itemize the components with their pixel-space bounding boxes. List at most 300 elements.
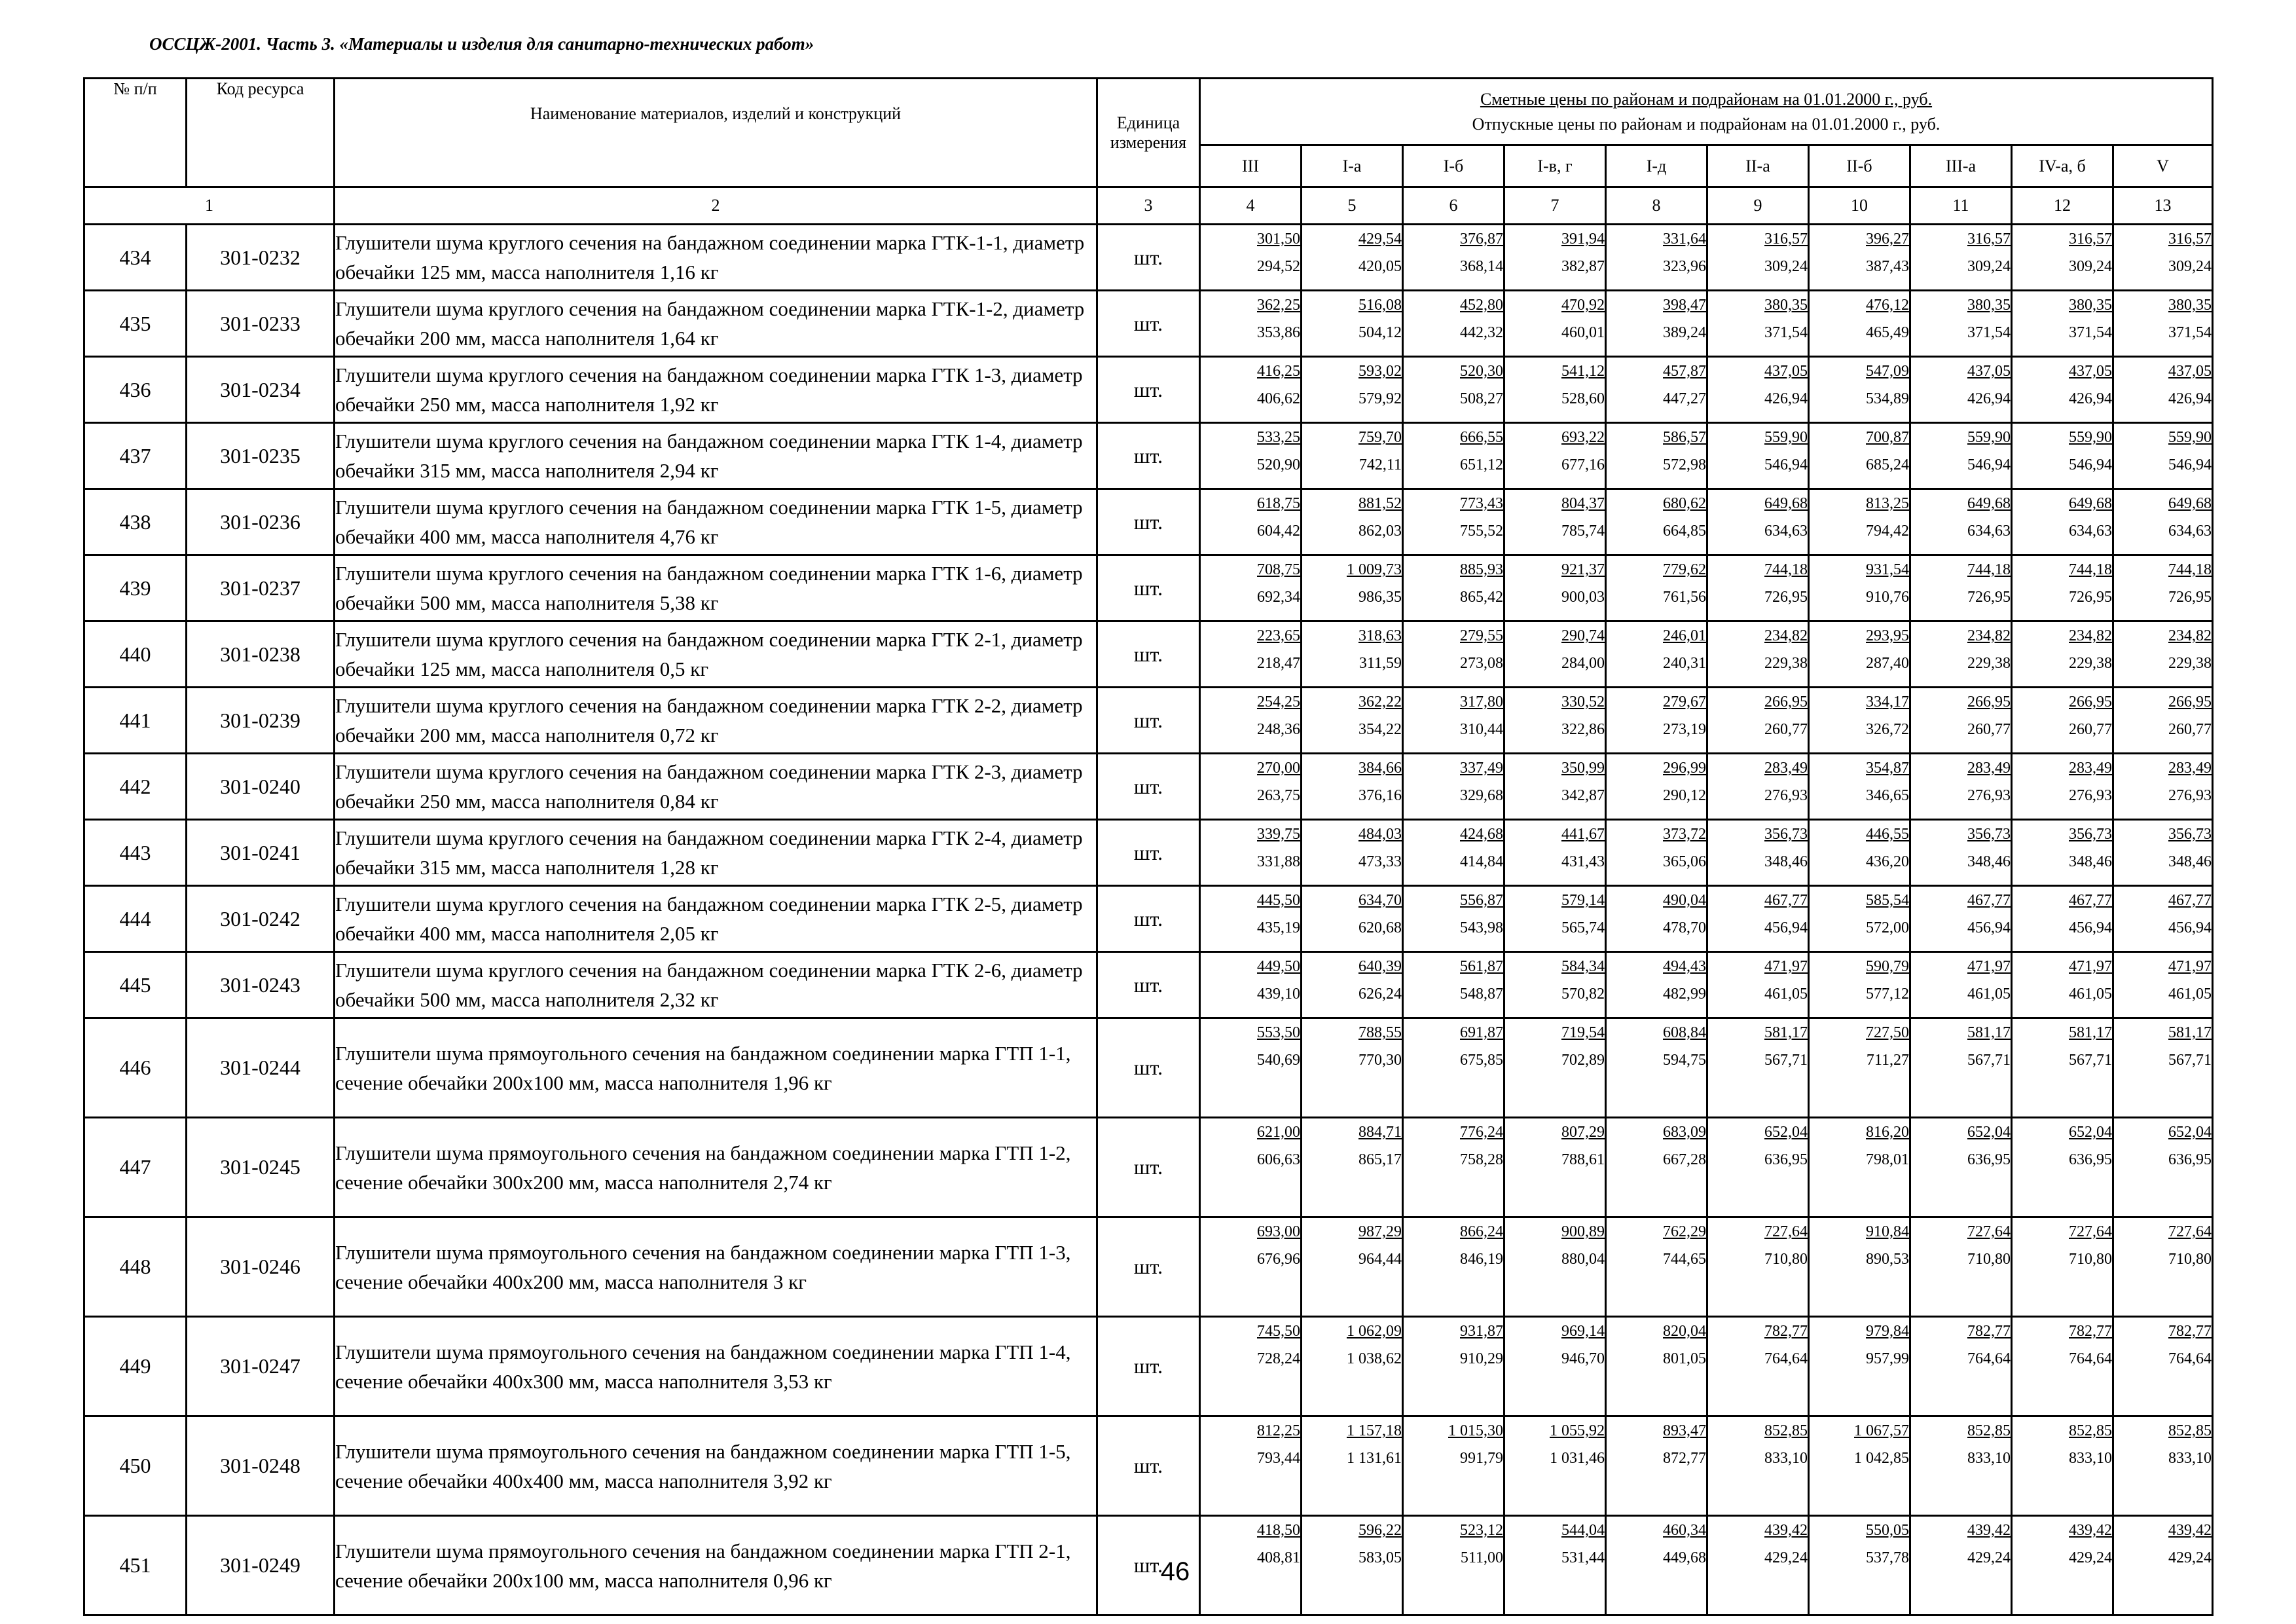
release-price: 508,27 (1460, 390, 1503, 407)
column-number: 7 (1504, 187, 1606, 225)
region-header: I-д (1606, 145, 1707, 187)
release-price: 685,24 (1866, 456, 1909, 473)
estimated-price: 1 067,57 (1854, 1422, 1909, 1439)
price-cell (1809, 225, 1910, 291)
release-price: 284,00 (1561, 655, 1605, 672)
estimated-price: 931,87 (1460, 1323, 1503, 1340)
prices-caption-estimated: Сметные цены по районам и подрайонам на 01.01.2000 г., руб. (1480, 89, 1933, 109)
release-price: 964,44 (1358, 1251, 1402, 1268)
release-price: 711,27 (1866, 1052, 1909, 1069)
estimated-price: 523,12 (1460, 1522, 1503, 1539)
release-price: 761,56 (1663, 589, 1706, 606)
unit-of-measure: шт. (1097, 225, 1200, 291)
release-price: 788,61 (1561, 1151, 1605, 1168)
price-cell (1707, 1018, 1809, 1118)
estimated-price: 334,17 (1866, 693, 1909, 710)
price-cell (1809, 357, 1910, 423)
release-price: 460,01 (1561, 324, 1605, 341)
estimated-price: 788,55 (1358, 1024, 1402, 1041)
price-cell (1707, 291, 1809, 357)
unit-of-measure: шт. (1097, 1018, 1200, 1118)
estimated-price: 362,22 (1358, 693, 1402, 710)
release-price: 675,85 (1460, 1052, 1503, 1069)
price-cell (1403, 820, 1504, 886)
release-price: 764,64 (2168, 1350, 2212, 1367)
release-price: 626,24 (1358, 986, 1402, 1003)
estimated-price: 921,37 (1561, 561, 1605, 578)
release-price: 260,77 (2069, 721, 2112, 738)
item-name: Глушители шума круглого сечения на бандажном соединении марка ГТК-1-1, диаметр обечайки 125 мм, масса наполнителя 1,16 кг (335, 225, 1097, 291)
release-price: 651,12 (1460, 456, 1503, 473)
estimated-price: 234,82 (2069, 627, 2112, 644)
estimated-price: 283,49 (2069, 760, 2112, 777)
price-cell (1606, 1217, 1707, 1317)
resource-code: 301-0241 (187, 820, 335, 886)
estimated-price: 581,17 (1764, 1024, 1808, 1041)
price-cell (2113, 621, 2213, 688)
item-name: Глушители шума круглого сечения на бандажном соединении марка ГТК 1-3, диаметр обечайки 250 мм, масса наполнителя 1,92 кг (335, 357, 1097, 423)
item-name: Глушители шума круглого сечения на бандажном соединении марка ГТК 2-2, диаметр обечайки 200 мм, масса наполнителя 0,72 кг (335, 688, 1097, 754)
estimated-price: 283,49 (1764, 760, 1808, 777)
price-cell (1606, 1018, 1707, 1118)
release-price: 677,16 (1561, 456, 1605, 473)
unit-of-measure: шт. (1097, 423, 1200, 489)
price-cell (1910, 225, 2012, 291)
estimated-price: 727,64 (2168, 1223, 2212, 1240)
price-cell (1910, 952, 2012, 1018)
estimated-price: 441,67 (1561, 826, 1605, 843)
price-cell (1302, 886, 1403, 952)
price-cell (1809, 1416, 1910, 1516)
price-cell (1910, 1317, 2012, 1416)
estimated-price: 881,52 (1358, 495, 1402, 512)
price-cell (2113, 754, 2213, 820)
estimated-price: 553,50 (1257, 1024, 1300, 1041)
price-cell (1606, 688, 1707, 754)
price-cell (2113, 1317, 2213, 1416)
release-price: 342,87 (1561, 787, 1605, 804)
estimated-price: 652,04 (1967, 1124, 2011, 1141)
price-cell (1403, 423, 1504, 489)
price-cell (1606, 1516, 1707, 1615)
unit-of-measure: шт. (1097, 1516, 1200, 1615)
estimated-price: 467,77 (1967, 892, 2011, 909)
release-price: 798,01 (1866, 1151, 1909, 1168)
release-price: 692,34 (1257, 589, 1300, 606)
price-cell (1910, 1217, 2012, 1317)
price-cell (1606, 820, 1707, 886)
price-cell (1606, 952, 1707, 1018)
column-number: 12 (2012, 187, 2113, 225)
estimated-price: 852,85 (2168, 1422, 2212, 1439)
release-price: 579,92 (1358, 390, 1402, 407)
resource-code: 301-0245 (187, 1118, 335, 1217)
release-price: 309,24 (2069, 258, 2112, 275)
price-cell (1302, 754, 1403, 820)
release-price: 758,28 (1460, 1151, 1503, 1168)
release-price: 426,94 (1764, 390, 1808, 407)
price-cell (1200, 1516, 1302, 1615)
estimated-price: 356,73 (2168, 826, 2212, 843)
item-name: Глушители шума круглого сечения на бандажном соединении марка ГТК 2-4, диаметр обечайки 315 мм, масса наполнителя 1,28 кг (335, 820, 1097, 886)
price-cell (1504, 688, 1606, 754)
region-header: V (2113, 145, 2213, 187)
estimated-price: 885,93 (1460, 561, 1503, 578)
release-price: 636,95 (1764, 1151, 1808, 1168)
price-cell (1403, 1416, 1504, 1516)
resource-code: 301-0246 (187, 1217, 335, 1317)
estimated-price: 727,50 (1866, 1024, 1909, 1041)
price-cell (1302, 820, 1403, 886)
release-price: 548,87 (1460, 986, 1503, 1003)
estimated-price: 467,77 (1764, 892, 1808, 909)
estimated-price: 376,87 (1460, 231, 1503, 248)
release-price: 290,12 (1663, 787, 1706, 804)
price-cell (2012, 688, 2113, 754)
price-cell (1403, 1217, 1504, 1317)
resource-code: 301-0233 (187, 291, 335, 357)
estimated-price: 779,62 (1663, 561, 1706, 578)
price-cell (1606, 225, 1707, 291)
release-price: 311,59 (1358, 655, 1402, 672)
table-row (84, 555, 2213, 621)
price-cell (1606, 357, 1707, 423)
release-price: 726,95 (2168, 589, 2212, 606)
estimated-price: 581,17 (2168, 1024, 2212, 1041)
estimated-price: 547,09 (1866, 363, 1909, 380)
estimated-price: 910,84 (1866, 1223, 1909, 1240)
item-name: Глушители шума прямоугольного сечения на бандажном соединении марка ГТП 1-1, сечение обечайки 200х100 мм, масса наполнителя 1,96 кг (335, 1018, 1097, 1118)
estimated-price: 296,99 (1663, 760, 1706, 777)
price-cell (2012, 225, 2113, 291)
price-cell (2012, 423, 2113, 489)
price-cell (1302, 291, 1403, 357)
estimated-price: 279,67 (1663, 693, 1706, 710)
estimated-price: 424,68 (1460, 826, 1503, 843)
price-cell (1200, 1217, 1302, 1317)
estimated-price: 316,57 (2168, 231, 2212, 248)
region-header: III-а (1910, 145, 2012, 187)
estimated-price: 586,57 (1663, 429, 1706, 446)
estimated-price: 223,65 (1257, 627, 1300, 644)
price-cell (1302, 357, 1403, 423)
release-price: 287,40 (1866, 655, 1909, 672)
release-price: 606,63 (1257, 1151, 1300, 1168)
resource-code: 301-0240 (187, 754, 335, 820)
release-price: 354,22 (1358, 721, 1402, 738)
estimated-price: 618,75 (1257, 495, 1300, 512)
price-cell (1200, 1118, 1302, 1217)
release-price: 229,38 (2168, 655, 2212, 672)
resource-code: 301-0242 (187, 886, 335, 952)
estimated-price: 439,42 (1967, 1522, 2011, 1539)
estimated-price: 380,35 (2168, 297, 2212, 314)
price-cell (2012, 555, 2113, 621)
item-name: Глушители шума круглого сечения на бандажном соединении марка ГТК 2-3, диаметр обечайки 250 мм, масса наполнителя 0,84 кг (335, 754, 1097, 820)
price-cell (1504, 1416, 1606, 1516)
unit-of-measure: шт. (1097, 1317, 1200, 1416)
price-cell (1809, 1217, 1910, 1317)
release-price: 634,63 (1764, 523, 1808, 540)
estimated-price: 813,25 (1866, 495, 1909, 512)
estimated-price: 316,57 (1764, 231, 1808, 248)
estimated-price: 759,70 (1358, 429, 1402, 446)
release-price: 456,94 (2168, 919, 2212, 936)
release-price: 473,33 (1358, 853, 1402, 870)
price-cell (2012, 820, 2113, 886)
row-number: 442 (84, 754, 187, 820)
estimated-price: 437,05 (1967, 363, 2011, 380)
estimated-price: 812,25 (1257, 1422, 1300, 1439)
estimated-price: 471,97 (2069, 958, 2112, 975)
release-price: 348,46 (2069, 853, 2112, 870)
price-cell (1809, 1317, 1910, 1416)
price-cell (1403, 225, 1504, 291)
resource-code: 301-0237 (187, 555, 335, 621)
release-price: 567,71 (1764, 1052, 1808, 1069)
estimated-price: 283,49 (1967, 760, 2011, 777)
estimated-price: 559,90 (1967, 429, 2011, 446)
estimated-price: 266,95 (1967, 693, 2011, 710)
estimated-price: 866,24 (1460, 1223, 1503, 1240)
price-cell (1606, 621, 1707, 688)
row-number: 437 (84, 423, 187, 489)
estimated-price: 270,00 (1257, 760, 1300, 777)
estimated-price: 533,25 (1257, 429, 1300, 446)
release-price: 371,54 (2069, 324, 2112, 341)
release-price: 991,79 (1460, 1450, 1503, 1467)
release-price: 577,12 (1866, 986, 1909, 1003)
item-name: Глушители шума прямоугольного сечения на бандажном соединении марка ГТП 1-5, сечение обечайки 400х400 мм, масса наполнителя 3,92 кг (335, 1416, 1097, 1516)
release-price: 408,81 (1257, 1549, 1300, 1566)
price-cell (1200, 754, 1302, 820)
estimated-price: 446,55 (1866, 826, 1909, 843)
estimated-price: 634,70 (1358, 892, 1402, 909)
price-cell (1809, 423, 1910, 489)
release-price: 260,77 (2168, 721, 2212, 738)
release-price: 439,10 (1257, 986, 1300, 1003)
release-price: 946,70 (1561, 1350, 1605, 1367)
estimated-price: 471,97 (2168, 958, 2212, 975)
estimated-price: 727,64 (1967, 1223, 2011, 1240)
release-price: 260,77 (1764, 721, 1808, 738)
price-cell (1302, 688, 1403, 754)
estimated-price: 852,85 (1967, 1422, 2011, 1439)
estimated-price: 279,55 (1460, 627, 1503, 644)
estimated-price: 301,50 (1257, 231, 1300, 248)
estimated-price: 354,87 (1866, 760, 1909, 777)
release-price: 478,70 (1663, 919, 1706, 936)
release-price: 890,53 (1866, 1251, 1909, 1268)
price-cell (1606, 291, 1707, 357)
estimated-price: 744,18 (1764, 561, 1808, 578)
price-cell (1403, 357, 1504, 423)
item-name: Глушители шума круглого сечения на бандажном соединении марка ГТК 1-5, диаметр обечайки 400 мм, масса наполнителя 4,76 кг (335, 489, 1097, 555)
table-row (84, 357, 2213, 423)
release-price: 348,46 (1967, 853, 2011, 870)
release-price: 461,05 (1764, 986, 1808, 1003)
price-cell (1200, 1416, 1302, 1516)
row-number: 444 (84, 886, 187, 952)
estimated-price: 559,90 (1764, 429, 1808, 446)
release-price: 865,17 (1358, 1151, 1402, 1168)
price-cell (1302, 621, 1403, 688)
column-number: 10 (1809, 187, 1910, 225)
release-price: 260,77 (1967, 721, 2011, 738)
release-price: 528,60 (1561, 390, 1605, 407)
price-cell (1707, 489, 1809, 555)
price-cell (1707, 820, 1809, 886)
price-cell (1606, 1118, 1707, 1217)
price-cell (1504, 357, 1606, 423)
estimated-price: 893,47 (1663, 1422, 1706, 1439)
estimated-price: 331,64 (1663, 231, 1706, 248)
estimated-price: 471,97 (1764, 958, 1808, 975)
estimated-price: 683,09 (1663, 1124, 1706, 1141)
price-cell (1200, 1018, 1302, 1118)
estimated-price: 234,82 (1764, 627, 1808, 644)
estimated-price: 744,18 (2069, 561, 2112, 578)
col-header-num: № п/п (84, 79, 187, 187)
release-price: 465,49 (1866, 324, 1909, 341)
resource-code: 301-0234 (187, 357, 335, 423)
estimated-price: 969,14 (1561, 1323, 1605, 1340)
release-price: 387,43 (1866, 258, 1909, 275)
estimated-price: 484,03 (1358, 826, 1402, 843)
unit-of-measure: шт. (1097, 1217, 1200, 1317)
item-name: Глушители шума круглого сечения на бандажном соединении марка ГТК 2-6, диаметр обечайки 500 мм, масса наполнителя 2,32 кг (335, 952, 1097, 1018)
table-row (84, 225, 2213, 291)
region-header: III (1200, 145, 1302, 187)
price-cell (1707, 1217, 1809, 1317)
release-price: 833,10 (2069, 1450, 2112, 1467)
estimated-price: 584,34 (1561, 958, 1605, 975)
estimated-price: 590,79 (1866, 958, 1909, 975)
price-cell (1200, 291, 1302, 357)
price-cell (1403, 952, 1504, 1018)
release-price: 572,98 (1663, 456, 1706, 473)
release-price: 309,24 (1764, 258, 1808, 275)
price-cell (1809, 291, 1910, 357)
table-row (84, 423, 2213, 489)
release-price: 426,94 (1967, 390, 2011, 407)
release-price: 726,95 (2069, 589, 2112, 606)
release-price: 229,38 (2069, 655, 2112, 672)
estimated-price: 585,54 (1866, 892, 1909, 909)
release-price: 793,44 (1257, 1450, 1300, 1467)
resource-code: 301-0232 (187, 225, 335, 291)
table-row (84, 820, 2213, 886)
price-cell (2113, 1118, 2213, 1217)
price-cell (2012, 489, 2113, 555)
price-cell (1504, 1118, 1606, 1217)
release-price: 348,46 (1764, 853, 1808, 870)
item-name: Глушители шума круглого сечения на бандажном соединении марка ГТК 1-6, диаметр обечайки 500 мм, масса наполнителя 5,38 кг (335, 555, 1097, 621)
estimated-price: 380,35 (1967, 297, 2011, 314)
estimated-price: 776,24 (1460, 1124, 1503, 1141)
release-price: 880,04 (1561, 1251, 1605, 1268)
release-price: 634,63 (1967, 523, 2011, 540)
release-price: 456,94 (1967, 919, 2011, 936)
estimated-price: 727,64 (2069, 1223, 2112, 1240)
estimated-price: 418,50 (1257, 1522, 1300, 1539)
price-cell (1707, 423, 1809, 489)
price-cell (1910, 423, 2012, 489)
price-cell (2012, 357, 2113, 423)
table-header (84, 79, 2213, 225)
row-number: 436 (84, 357, 187, 423)
price-cell (1910, 1516, 2012, 1615)
price-cell (1504, 555, 1606, 621)
column-number: 11 (1910, 187, 2012, 225)
release-price: 620,68 (1358, 919, 1402, 936)
release-price: 273,08 (1460, 655, 1503, 672)
price-cell (2113, 423, 2213, 489)
estimated-price: 330,52 (1561, 693, 1605, 710)
estimated-price: 782,77 (1764, 1323, 1808, 1340)
release-price: 957,99 (1866, 1350, 1909, 1367)
estimated-price: 437,05 (2069, 363, 2112, 380)
price-cell (1302, 952, 1403, 1018)
estimated-price: 1 009,73 (1347, 561, 1402, 578)
release-price: 572,00 (1866, 919, 1909, 936)
release-price: 426,94 (2168, 390, 2212, 407)
price-cell (1809, 886, 1910, 952)
row-number: 451 (84, 1516, 187, 1615)
estimated-price: 550,05 (1866, 1522, 1909, 1539)
price-cell (1707, 688, 1809, 754)
item-name: Глушители шума прямоугольного сечения на бандажном соединении марка ГТП 1-2, сечение обечайки 300х200 мм, масса наполнителя 2,74 кг (335, 1118, 1097, 1217)
release-price: 329,68 (1460, 787, 1503, 804)
estimated-price: 719,54 (1561, 1024, 1605, 1041)
release-price: 322,86 (1561, 721, 1605, 738)
estimated-price: 1 157,18 (1347, 1422, 1402, 1439)
row-number: 450 (84, 1416, 187, 1516)
price-cell (1707, 1118, 1809, 1217)
price-cell (1200, 820, 1302, 886)
release-price: 667,28 (1663, 1151, 1706, 1168)
estimated-price: 234,82 (2168, 627, 2212, 644)
estimated-price: 339,75 (1257, 826, 1300, 843)
estimated-price: 437,05 (1764, 363, 1808, 380)
estimated-price: 317,80 (1460, 693, 1503, 710)
release-price: 531,44 (1561, 1549, 1605, 1566)
estimated-price: 396,27 (1866, 231, 1909, 248)
estimated-price: 290,74 (1561, 627, 1605, 644)
price-cell (1504, 952, 1606, 1018)
resource-code: 301-0247 (187, 1317, 335, 1416)
region-header: I-в, г (1504, 145, 1606, 187)
estimated-price: 745,50 (1257, 1323, 1300, 1340)
estimated-price: 380,35 (1764, 297, 1808, 314)
price-cell (1403, 489, 1504, 555)
estimated-price: 356,73 (1967, 826, 2011, 843)
release-price: 429,24 (1764, 1549, 1808, 1566)
item-name: Глушители шума прямоугольного сечения на бандажном соединении марка ГТП 1-3, сечение обечайки 400х200 мм, масса наполнителя 3 кг (335, 1217, 1097, 1317)
release-price: 636,95 (2168, 1151, 2212, 1168)
price-cell (1302, 555, 1403, 621)
price-cell (2113, 1516, 2213, 1615)
price-cell (1302, 225, 1403, 291)
table-row (84, 1018, 2213, 1118)
estimated-price: 649,68 (1764, 495, 1808, 512)
price-cell (1302, 489, 1403, 555)
release-price: 406,62 (1257, 390, 1300, 407)
row-number: 440 (84, 621, 187, 688)
estimated-price: 541,12 (1561, 363, 1605, 380)
estimated-price: 266,95 (1764, 693, 1808, 710)
release-price: 567,71 (2069, 1052, 2112, 1069)
